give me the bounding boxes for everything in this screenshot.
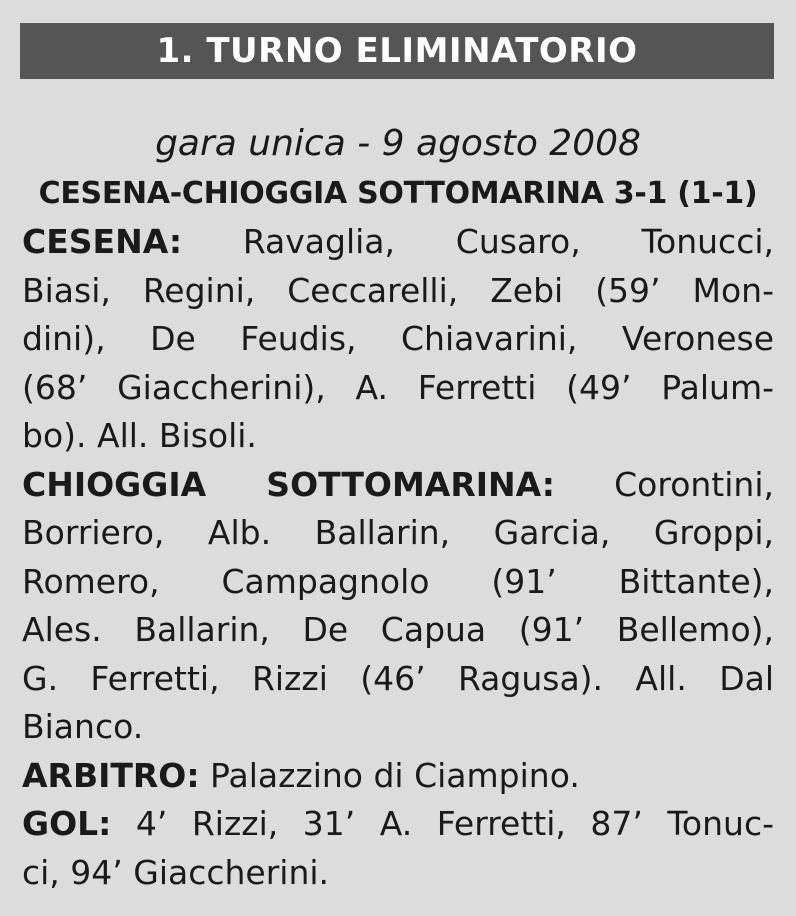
lineup-line: G. Ferretti, Rizzi (46’ Ragusa). All. Dal xyxy=(22,658,774,698)
team-lineup-chioggia xyxy=(22,461,774,752)
goals-info xyxy=(22,800,774,897)
goals-label: GOL: xyxy=(22,804,112,843)
team-label-chioggia: CHIOGGIA SOTTOMARINA: xyxy=(22,464,555,504)
lineup-line: Bianco. xyxy=(22,707,144,746)
lineup-line: bo). All. Bisoli. xyxy=(22,416,257,455)
section-title: 1. TURNO ELIMINATORIO xyxy=(156,31,638,71)
goals-line: ci, 94’ Giaccherini. xyxy=(22,852,330,892)
referee-info xyxy=(22,752,774,801)
lineup-text: Corontini, xyxy=(554,464,774,504)
goals-line xyxy=(22,800,774,849)
lineup-line: dini), De Feudis, Chiavarini, Veronese xyxy=(22,319,774,358)
team-lineup-cesena xyxy=(22,218,774,461)
referee-line xyxy=(22,752,774,801)
header-bar xyxy=(20,23,774,79)
referee-label: ARBITRO: xyxy=(22,755,200,795)
team-label-cesena: CESENA: xyxy=(22,222,183,261)
lineup-line xyxy=(22,461,774,510)
match-report xyxy=(22,118,774,897)
referee-text: Palazzino di Ciampino. xyxy=(199,755,580,795)
lineup-line: Romero, Campagnolo (91’ Bittante), xyxy=(22,561,774,601)
lineup-line: Ales. Ballarin, De Capua (91’ Bellemo), xyxy=(22,610,774,649)
lineup-text: Ravaglia, Cusaro, Tonucci, xyxy=(182,222,774,261)
match-date-subtitle: gara unica - 9 agosto 2008 xyxy=(155,123,641,164)
lineup-line: (68’ Giaccherini), A. Ferretti (49’ Palum- xyxy=(22,367,774,407)
lineup-line: Biasi, Regini, Ceccarelli, Zebi (59’ Mon- xyxy=(22,270,774,310)
match-result: CESENA-CHIOGGIA SOTTOMARINA 3-1 (1-1) xyxy=(38,176,758,211)
goals-text: 4’ Rizzi, 31’ A. Ferretti, 87’ Tonuc- xyxy=(111,804,774,843)
lineup-line: Borriero, Alb. Ballarin, Garcia, Groppi, xyxy=(22,513,774,552)
lineup-line xyxy=(22,218,774,267)
